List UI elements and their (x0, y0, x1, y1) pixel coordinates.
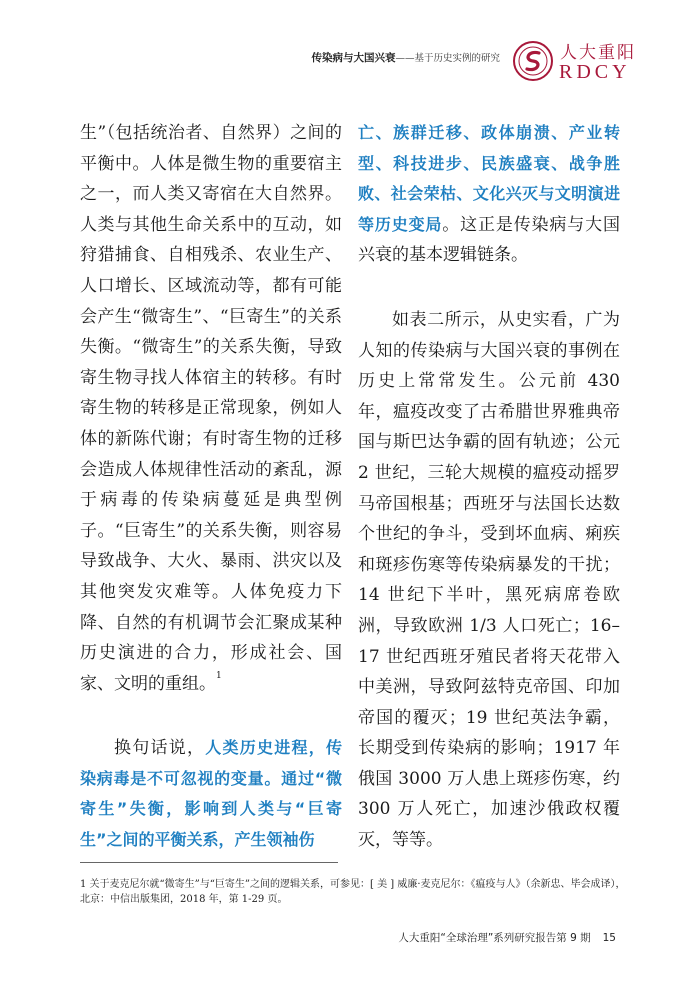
highlight-text: 人类历史进程，传染病毒是不可忽视的变量。通过“微寄生”失衡，影响到人类与“巨寄生”之间的平衡关系，产生领袖伤 (80, 738, 342, 850)
header-title: 传染病与大国兴衰 (311, 52, 396, 64)
page-number: 15 (602, 932, 616, 944)
right-column (358, 118, 620, 856)
left-paragraph-1: 生”（包括统治者、自然界）之间的平衡中。人体是微生物的重要宿主之一，而人类又寄宿在大自然界。人类与其他生命关系中的互动，如狩猎捕食、自相残杀、农业生产、人口增长、区域流动等，都有可能会产生“微寄生”、“巨寄生”的关系失衡。“微寄生”的关系失衡，导致寄生物寻找人体宿主的转移。有时寄生物的转移是正常现象，例如人体的新陈代谢；有时寄生物的迁移会造成人体规律性活动的紊乱，源于病毒的传染病蔓延是典型例子。“巨寄生”的关系失衡，则容易导致战争、大火、暴雨、洪灾以及其他突发灾难等。人体免疫力下降、自然的有机调节会汇聚成某种历史演进的合力，形成社会、国家、文明的重组。$^1$ (80, 123, 342, 694)
header-subtitle: 基于历史实例的研究 (414, 53, 500, 64)
logo-english: RDCY (559, 61, 631, 83)
right-paragraph-1: 亡、族群迁移、政体崩溃、产业转型、科技进步、民族盛衰、战争胜败、社会荣枯、文化兴灭与文明演进等历史变局。这正是传染病与大国兴衰的基本逻辑链条。 (358, 123, 620, 266)
left-column (80, 118, 342, 856)
header-dash: —— (395, 53, 415, 64)
left-paragraph-2: 换句话说，人类历史进程，传染病毒是不可忽视的变量。通过“微寄生”失衡，影响到人类与“巨寄生”之间的平衡关系，产生领袖伤 (80, 738, 342, 850)
footnote: 1 关于麦克尼尔就“微寄生”与“巨寄生”之间的逻辑关系，可参见：[ 美 ] 威廉·麦克尼尔：《瘟疫与人》（余新忠、毕会成译），北京：中信出版集团，2018 年，第 1-29 页。 (80, 879, 626, 905)
logo-chinese: 人大重阳 (560, 43, 636, 63)
footnote-divider (80, 862, 338, 863)
running-header (311, 50, 500, 65)
footer-report-title: 人大重阳“全球治理”系列研究报告第 9 期 (398, 932, 591, 944)
highlight-text: 亡、族群迁移、政体崩溃、产业转型、科技进步、民族盛衰、战争胜败、社会荣枯、文化兴灭与文明演进等历史变局 (358, 123, 620, 234)
footnote-ref[interactable]: 1 (216, 670, 222, 681)
rdcy-logo (512, 36, 652, 86)
page-footer (398, 930, 616, 945)
right-paragraph-2: 如表二所示，从史实看，广为人知的传染病与大国兴衰的事例在历史上常常发生。公元前 430 年，瘟疫改变了古希腊世界雅典帝国与斯巴达争霸的固有轨迹；公元 2 世纪，三轮大规模的瘟疫动摇罗马帝国根基；西班牙与法国长达数个世纪的争斗，受到坏血病、痢疾和斑疹伤寒等传染病暴发的干扰；14 世纪下半叶，黑死病席卷欧洲，导致欧洲 1/3 人口死亡；16–17 世纪西班牙殖民者将天花带入中美洲，导致阿兹特克帝国、印加帝国的覆灭；19 世纪英法争霸，长期受到传染病的影响；1917 年俄国 3000 万人患上斑疹伤寒，约 300 万人死亡，加速沙俄政权覆灭，等等。 (358, 309, 620, 851)
rdcy-emblem-icon (512, 40, 554, 82)
